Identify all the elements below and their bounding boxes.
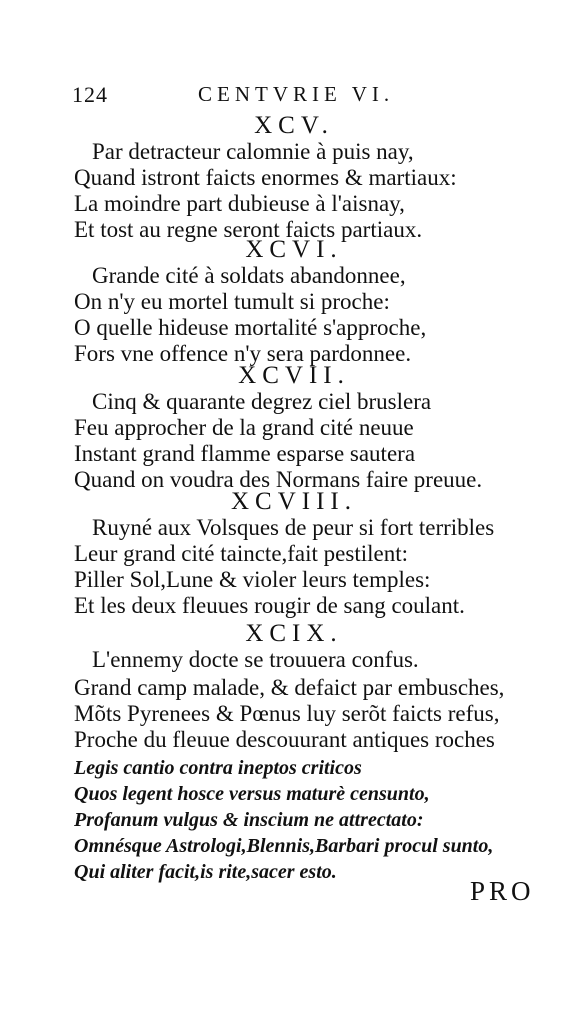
verse-line: Piller Sol,Lune & violer leurs temples:: [74, 567, 431, 592]
verse-line: Instant grand flamme esparse sautera: [74, 441, 416, 466]
verse-line: Proche du fleuue descouurant antiques roches: [74, 727, 495, 752]
verse-line: Grand camp malade, & defaict par embusches,: [74, 675, 505, 700]
verse-line: Ruyné aux Volsques de peur si fort terribles: [92, 515, 495, 540]
page-number: 124: [72, 82, 108, 107]
latin-line: Qui aliter facit,is rite,sacer esto.: [74, 861, 337, 883]
verse-line: Grande cité à soldats abandonnee,: [92, 263, 406, 288]
verse-line: Cinq & quarante degrez ciel bruslera: [92, 389, 432, 414]
quatrain-number: XCVII.: [238, 362, 350, 389]
verse-line: O quelle hideuse mortalité s'approche,: [74, 315, 427, 340]
verse-line: Mõts Pyrenees & Pœnus luy serõt faicts refus,: [74, 701, 500, 726]
verse-line: Feu approcher de la grand cité neuue: [74, 415, 414, 440]
verse-line: Leur grand cité taincte,fait pestilent:: [74, 541, 408, 566]
latin-heading: Legis cantio contra ineptos criticos: [74, 757, 362, 779]
verse-line: On n'y eu mortel tumult si proche:: [74, 289, 390, 314]
verse-line: La moindre part dubieuse à l'aisnay,: [74, 191, 405, 216]
verse-line: Et tost au regne seront faicts partiaux.: [74, 217, 423, 242]
latin-line: Omnésque Astrologi,Blennis,Barbari procul sunto,: [74, 835, 494, 857]
verse-line: Et les deux fleuues rougir de sang coulant.: [74, 593, 465, 618]
verse-line: Par detracteur calomnie à puis nay,: [92, 139, 414, 164]
verse-line: Quand istront faicts enormes & martiaux:: [74, 165, 457, 190]
page-header: [0, 82, 588, 112]
verse-line: Fors vne offence n'y sera pardonnee.: [74, 341, 412, 366]
verse-line: L'ennemy docte se trouuera confus.: [92, 647, 419, 672]
quatrain-number: XCIX.: [245, 620, 343, 647]
catchword: PRO: [470, 876, 535, 906]
running-title: CENTVRIE VI.: [198, 82, 395, 106]
verse-line: Quand on voudra des Normans faire preuue.: [74, 467, 483, 492]
quatrain-number: XCVI.: [245, 236, 343, 263]
latin-line: Profanum vulgus & inscium ne attrectato:: [74, 809, 424, 831]
latin-line: Quos legent hosce versus maturè censunto,: [74, 783, 430, 805]
quatrain-number: XCVIII.: [230, 488, 357, 515]
quatrain-number: XCV.: [254, 112, 334, 139]
